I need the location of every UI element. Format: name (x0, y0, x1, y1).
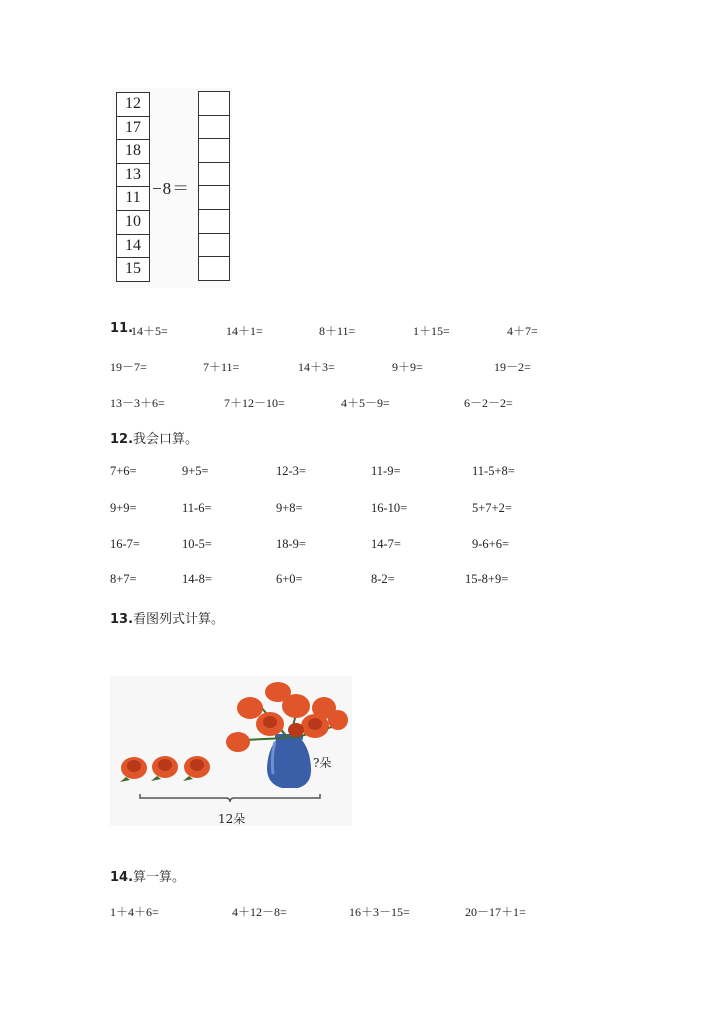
answer-box[interactable] (199, 139, 229, 163)
answer-box-column (198, 91, 230, 281)
flower-illustration (110, 676, 352, 826)
exercise: 1＋4＋6= (110, 905, 159, 919)
answer-box[interactable] (199, 116, 229, 140)
exercise: 7＋11= (203, 360, 240, 374)
flower-vase-figure (110, 676, 352, 826)
exercise: 8＋11= (319, 324, 356, 338)
answer-box[interactable] (199, 92, 229, 116)
exercise: 14＋1= (226, 324, 263, 338)
exercise: 14-7= (371, 537, 401, 551)
exercise: 1＋15= (413, 324, 450, 338)
exercise: 9+9= (110, 501, 137, 515)
exercise: 4＋5－9= (341, 396, 390, 410)
exercise: 11-9= (371, 464, 401, 478)
exercise: 4＋7= (507, 324, 538, 338)
input-number: 10 (117, 211, 149, 235)
q14-title: 14.算一算。 (110, 870, 186, 885)
exercise: 11-5+8= (472, 464, 515, 478)
operation-label: −8＝ (152, 179, 191, 198)
input-number: 18 (117, 140, 149, 164)
brace (140, 794, 320, 802)
input-number: 13 (117, 164, 149, 188)
input-number: 15 (125, 260, 141, 278)
q11-number: 11. (110, 321, 134, 336)
input-number: 14 (117, 235, 149, 259)
input-number: 17 (117, 117, 149, 141)
answer-box[interactable] (199, 210, 229, 234)
subtraction-machine-figure (112, 88, 232, 288)
exercise: 11-6= (182, 501, 212, 515)
exercise: 14＋3= (298, 360, 335, 374)
exercise: 9+8= (276, 501, 303, 515)
exercise: 20－17＋1= (465, 905, 526, 919)
question-label: ?朵 (313, 756, 332, 770)
q13-title: 13.看图列式计算。 (110, 612, 225, 627)
input-number: 12 (117, 93, 149, 117)
exercise: 19－2= (494, 360, 531, 374)
vase (267, 734, 311, 788)
exercise: 9＋9= (392, 360, 423, 374)
q12-title: 12.我会口算。 (110, 432, 199, 447)
exercise: 7+6= (110, 464, 137, 478)
exercise: 10-5= (182, 537, 212, 551)
exercise: 8+7= (110, 572, 137, 586)
loose-flower (120, 757, 147, 782)
answer-box[interactable] (199, 234, 229, 258)
exercise: 12-3= (276, 464, 306, 478)
answer-box[interactable] (199, 186, 229, 210)
loose-flower (151, 756, 178, 781)
exercise: 16-7= (110, 537, 140, 551)
exercise: 6－2－2= (464, 396, 513, 410)
answer-box[interactable] (199, 163, 229, 187)
exercise: 4＋12－8= (232, 905, 287, 919)
exercise: 7＋12－10= (224, 396, 285, 410)
input-number-column (116, 92, 150, 282)
total-label: 12朵 (218, 812, 246, 826)
exercise: 9-6+6= (472, 537, 510, 551)
exercise: 14-8= (182, 572, 212, 586)
exercise: 9+5= (182, 464, 209, 478)
answer-box[interactable] (199, 257, 229, 280)
loose-flower (183, 756, 210, 781)
exercise: 19－7= (110, 360, 147, 374)
exercise: 8-2= (371, 572, 395, 586)
exercise: 18-9= (276, 537, 306, 551)
exercise: 14＋5= (131, 324, 168, 338)
exercise: 5+7+2= (472, 501, 512, 515)
exercise: 15-8+9= (465, 572, 509, 586)
exercise: 13－3＋6= (110, 396, 165, 410)
exercise: 16＋3－15= (349, 905, 410, 919)
input-number: 11 (117, 187, 149, 211)
exercise: 6+0= (276, 572, 303, 586)
exercise: 16-10= (371, 501, 408, 515)
